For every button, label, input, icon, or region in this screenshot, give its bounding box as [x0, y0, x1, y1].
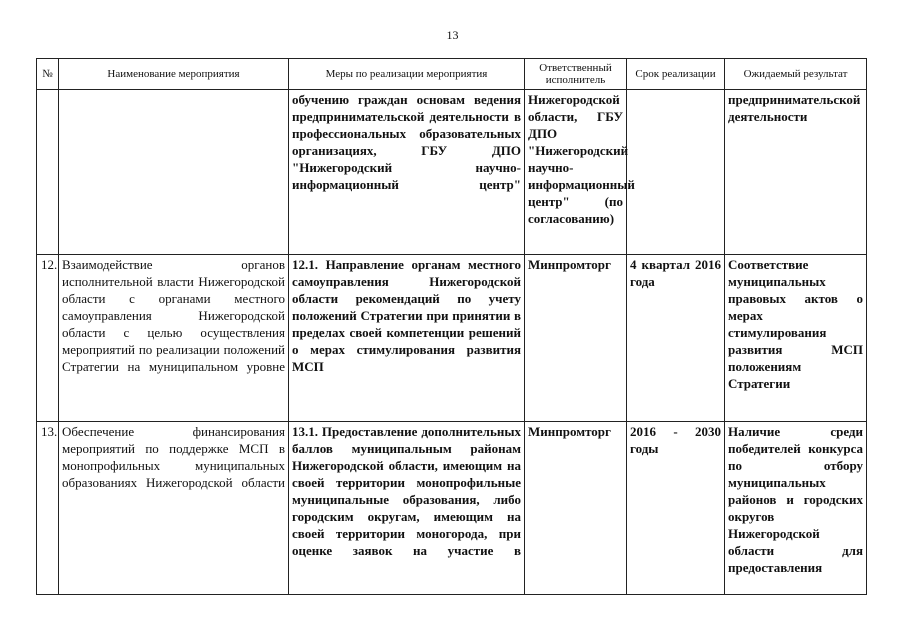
header-measures: Меры по реализации мероприятия — [289, 59, 525, 90]
responsible-text: Минпромторг — [525, 422, 627, 595]
table-row — [37, 422, 867, 595]
deadline-text: 4 квартал 2016 года — [627, 255, 725, 422]
header-num: № — [37, 59, 59, 90]
result-text: Соответствие муниципальных правовых актов о мерах стимулирования развития МСП положениям Стратегии — [725, 255, 867, 422]
header-deadline: Срок реализации — [627, 59, 725, 90]
responsible-text: Минпромторг — [525, 255, 627, 422]
result-text: Наличие среди победителей конкурса по отбору муниципальных районов и городских округов Нижегородской области для предоставления — [725, 422, 867, 595]
table-row — [37, 90, 867, 255]
responsible-text: Нижегородской области, ГБУ ДПО "Нижегородский научно-информационный центр" (по согласованию) — [525, 90, 627, 255]
event-name: Взаимодействие органов исполнительной власти Нижегородской области с органами местного самоуправления Нижегородской области с целью осуществления мероприятий по реализации положений Стратегии на муниципальном уровне — [59, 255, 289, 422]
header-name: Наименование мероприятия — [59, 59, 289, 90]
measures-text: 13.1. Предоставление дополнительных баллов муниципальным районам Нижегородской области, имеющим на своей территории монопрофильные муниципальные образования, либо городским округам, имеющим на своей территории моногорода, при оценке заявок на участие в — [289, 422, 525, 595]
deadline-text — [627, 90, 725, 255]
row-number — [37, 90, 59, 255]
result-text: предпринимательской деятельности — [725, 90, 867, 255]
event-name — [59, 90, 289, 255]
table-header-row — [37, 59, 867, 90]
row-number: 12. — [37, 255, 59, 422]
page-number: 13 — [446, 28, 459, 42]
deadline-text: 2016 - 2030 годы — [627, 422, 725, 595]
measures-text: 12.1. Направление органам местного самоуправления Нижегородской области рекомендаций по учету положений Стратегии при принятии в пределах своей компетенции решений о мерах стимулирования развития МСП — [289, 255, 525, 422]
measures-text: обучению граждан основам ведения предпринимательской деятельности в профессиональных образовательных организациях, ГБУ ДПО "Нижегородский научно-информационный центр" — [289, 90, 525, 255]
row-number: 13. — [37, 422, 59, 595]
header-responsible: Ответственный исполнитель — [525, 59, 627, 90]
event-name: Обеспечение финансирования мероприятий по поддержке МСП в монопрофильных муниципальных образованиях Нижегородской области — [59, 422, 289, 595]
measures-table — [36, 58, 867, 595]
table-row — [37, 255, 867, 422]
header-result: Ожидаемый результат — [725, 59, 867, 90]
